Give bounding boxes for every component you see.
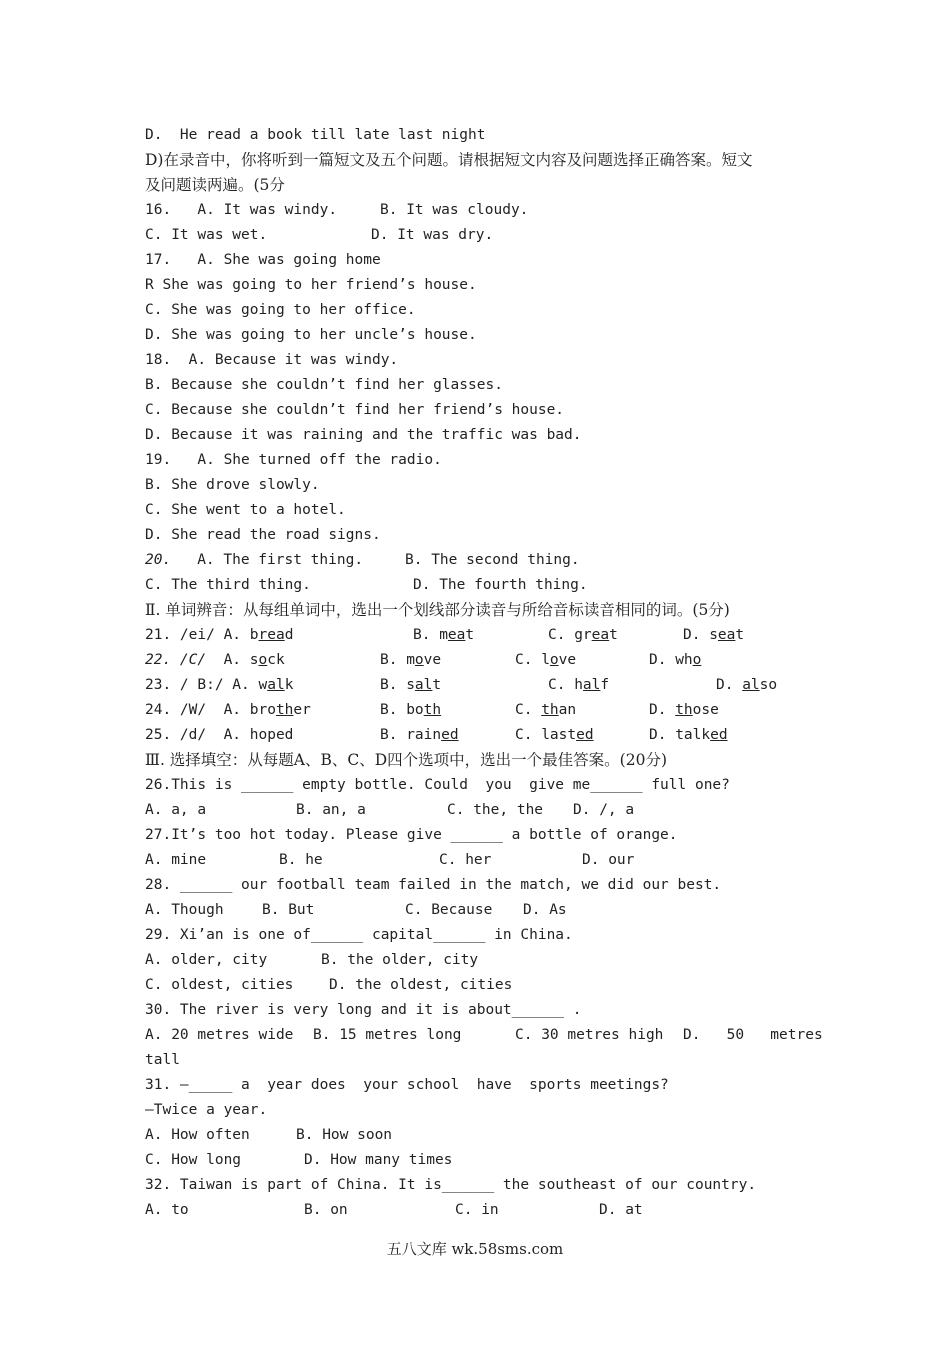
- option: B. Because she couldn’t find her glasses.: [145, 377, 503, 393]
- question-16-row1: [145, 198, 815, 223]
- option: B. She drove slowly.: [145, 477, 320, 493]
- question-24: [145, 698, 815, 723]
- question-number: 20.: [145, 552, 172, 568]
- option: C. the, the: [447, 802, 544, 818]
- page-footer: 五八文库 wk.58sms.com: [386, 1240, 564, 1258]
- option: B. he: [279, 852, 323, 868]
- option: C. great: [548, 627, 618, 643]
- option: D. How many times: [304, 1152, 453, 1168]
- option: B. salt: [380, 677, 442, 693]
- question-23: [145, 673, 815, 698]
- option: C. than: [515, 702, 577, 718]
- section-heading: Ⅱ. 单词辨音：从每组单词中，选出一个划线部分读音与所给音标读音相同的词。(5分): [145, 601, 730, 619]
- option: A. to: [145, 1202, 189, 1218]
- option: B. How soon: [296, 1127, 393, 1143]
- option: A. a, a: [145, 802, 207, 818]
- section-instruction: D)在录音中，你将听到一篇短文及五个问题。请根据短文内容及问题选择正确答案。短文: [145, 151, 753, 169]
- option: C. lasted: [515, 727, 594, 743]
- option: D. She was going to her uncle’s house.: [145, 327, 477, 343]
- question-16-row2: [145, 223, 815, 248]
- option: D. talked: [649, 727, 728, 743]
- option: A. older, city: [145, 952, 268, 968]
- option: A. 20 metres wide: [145, 1027, 294, 1043]
- option: R She was going to her friend’s house.: [145, 277, 477, 293]
- question-32: 32. Taiwan is part of China. It is______ the southeast of our country.: [145, 1177, 757, 1193]
- option: C. Because she couldn’t find her friend’s house.: [145, 402, 565, 418]
- option: 16. A. It was windy.: [145, 202, 338, 218]
- option: C. oldest, cities: [145, 977, 294, 993]
- option: C. half: [548, 677, 610, 693]
- option: D. seat: [683, 627, 745, 643]
- question-18: 18. A. Because it was windy.: [145, 352, 399, 368]
- option: B. move: [380, 652, 442, 668]
- question-21: [145, 623, 815, 648]
- option: D. /, a: [573, 802, 635, 818]
- question-29-options: [145, 948, 815, 973]
- option: D. our: [582, 852, 635, 868]
- question-25: [145, 723, 815, 748]
- section-heading: Ⅲ. 选择填空：从每题A、B、C、D四个选项中，选出一个最佳答案。(20分): [145, 751, 667, 769]
- question-19: 19. A. She turned off the radio.: [145, 452, 442, 468]
- question-22: [145, 648, 815, 673]
- option: C. She was going to her office.: [145, 302, 416, 318]
- option: D. Because it was raining and the traffic was bad.: [145, 427, 582, 443]
- document-page: [145, 123, 823, 1223]
- option: C. Because: [405, 902, 493, 918]
- option: C. She went to a hotel.: [145, 502, 346, 518]
- option: B. meat: [413, 627, 475, 643]
- option: C. love: [515, 652, 577, 668]
- option: B. 15 metres long: [313, 1027, 462, 1043]
- question-31-options: [145, 1123, 815, 1148]
- option: C. 30 metres high: [515, 1027, 664, 1043]
- question-27-options: [145, 848, 815, 873]
- option: C. The third thing.: [145, 577, 311, 593]
- option: D. The fourth thing.: [413, 577, 588, 593]
- question-29: 29. Xi’an is one of______ capital______ in China.: [145, 927, 573, 943]
- option: D. It was dry.: [371, 227, 494, 243]
- question-32-options: [145, 1198, 815, 1223]
- option: D. As: [523, 902, 567, 918]
- option: 23. / B:/ A. walk: [145, 677, 294, 693]
- option: 25. /d/ A. hoped: [145, 727, 294, 743]
- option: D. at: [599, 1202, 643, 1218]
- question-26: 26.This is ______ empty bottle. Could you give me______ full one?: [145, 777, 730, 793]
- question-29-options: [145, 973, 815, 998]
- question-30: 30. The river is very long and it is about______ .: [145, 1002, 582, 1018]
- option: B. It was cloudy.: [380, 202, 529, 218]
- question-28: 28. ______ our football team failed in the match, we did our best.: [145, 877, 722, 893]
- question-20-row1: [145, 548, 815, 573]
- option: A. mine: [145, 852, 207, 868]
- question-31-options: [145, 1148, 815, 1173]
- question-20-row2: [145, 573, 815, 598]
- option: D. She read the road signs.: [145, 527, 381, 543]
- option: A. The first thing.: [171, 552, 364, 568]
- question-26-options: [145, 798, 815, 823]
- option: A. How often: [145, 1127, 250, 1143]
- question-30-options: [145, 1023, 823, 1048]
- option: D. who: [649, 652, 702, 668]
- option: A. Though: [145, 902, 224, 918]
- text-line: D. He read a book till late last night: [145, 127, 486, 143]
- option: 24. /W/ A. brother: [145, 702, 311, 718]
- option: C. It was wet.: [145, 227, 268, 243]
- option: D. also: [716, 677, 778, 693]
- question-31: 31. —_____ a year does your school have sports meetings?: [145, 1077, 669, 1093]
- option: B. on: [304, 1202, 348, 1218]
- option: B. The second thing.: [405, 552, 580, 568]
- text-line: tall: [145, 1052, 180, 1068]
- question-17: 17. A. She was going home: [145, 252, 381, 268]
- option: B. rained: [380, 727, 459, 743]
- section-instruction: 及问题读两遍。(5分: [145, 176, 285, 194]
- option: D. 50 metres: [683, 1027, 823, 1043]
- question-27: 27.It’s too hot today. Please give ______ a bottle of orange.: [145, 827, 678, 843]
- option: B. an, a: [296, 802, 366, 818]
- question-28-options: [145, 898, 815, 923]
- option: D. those: [649, 702, 719, 718]
- option: C. How long: [145, 1152, 242, 1168]
- option: B. But: [262, 902, 315, 918]
- option: 22. /C/ A. sock: [145, 652, 285, 668]
- option: C. her: [439, 852, 492, 868]
- option: B. both: [380, 702, 442, 718]
- option: D. the oldest, cities: [329, 977, 513, 993]
- option: 21. /ei/ A. bread: [145, 627, 294, 643]
- option: C. in: [455, 1202, 499, 1218]
- text-line: —Twice a year.: [145, 1102, 268, 1118]
- option: B. the older, city: [321, 952, 479, 968]
